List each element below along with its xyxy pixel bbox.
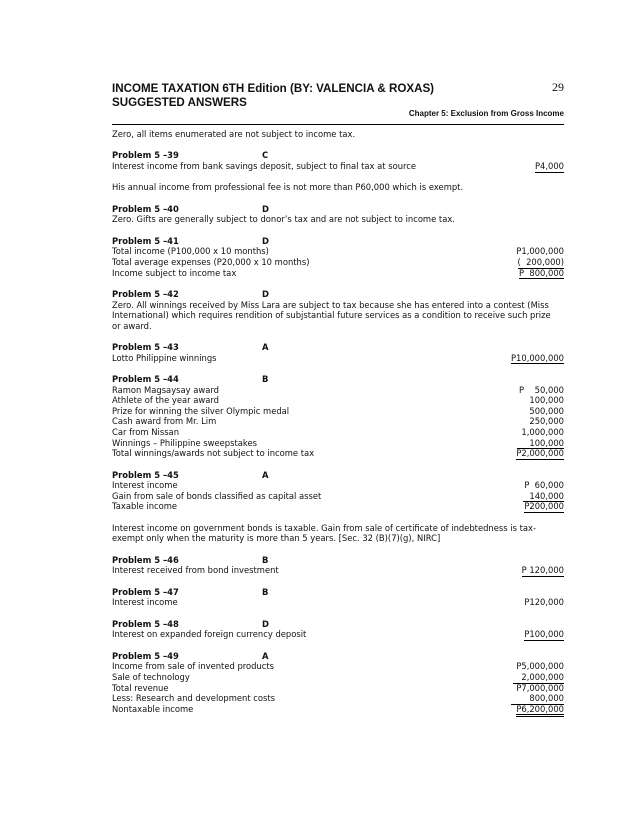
problem-heading [112, 204, 564, 215]
problem-label: Problem 5 –43 [112, 342, 179, 353]
row-amount: P 120,000 [521, 565, 564, 576]
solution-row [112, 161, 564, 172]
row-amount: 800,000 [511, 693, 564, 705]
explanation-text: His annual income from professional fee is not more than P60,000 which is exempt. [112, 182, 464, 193]
book-subtitle: SUGGESTED ANSWERS [112, 96, 247, 109]
row-amount: P 60,000 [524, 480, 564, 491]
row-amount: P5,000,000 [516, 661, 564, 672]
problem-label: Problem 5 –48 [112, 618, 179, 629]
row-label: Winnings – Philippine sweepstakes [112, 437, 257, 448]
row-amount: P200,000 [524, 501, 564, 512]
row-label: Interest income [112, 597, 178, 608]
problem-label: Problem 5 –41 [112, 235, 179, 246]
row-amount: 100,000 [529, 395, 564, 406]
problem-label: Problem 5 –42 [112, 288, 179, 299]
problem-heading [112, 150, 564, 161]
row-label: Interest on expanded foreign currency deposit [112, 629, 307, 640]
row-label: Total revenue [112, 682, 169, 693]
problem-heading [112, 289, 564, 300]
row-label: Interest received from bond investment [112, 565, 279, 576]
solution-row [112, 257, 564, 268]
row-label: Lotto Philippine winnings [112, 352, 217, 363]
row-amount: P 800,000 [518, 267, 564, 278]
row-label: Cash award from Mr. Lim [112, 416, 217, 427]
document-body [112, 129, 564, 714]
row-amount: ( 200,000) [517, 256, 564, 267]
solution-row [112, 480, 564, 491]
problem-heading [112, 236, 564, 247]
book-title: INCOME TAXATION 6TH Edition (BY: VALENCIA & ROXAS) [112, 82, 435, 95]
solution-row [112, 491, 564, 502]
problem-heading [112, 555, 564, 566]
row-amount: P2,000,000 [516, 448, 564, 459]
solution-row [112, 629, 564, 640]
problem-label: Problem 5 –40 [112, 203, 179, 214]
solution-row [112, 416, 564, 427]
row-label: Income from sale of invented products [112, 661, 275, 672]
problem-answer: D [262, 618, 269, 629]
page-number: 29 [552, 80, 564, 94]
header-title [112, 82, 564, 110]
row-label: Car from Nissan [112, 427, 179, 438]
problem-heading [112, 374, 564, 385]
solution-row [112, 353, 564, 364]
intro-text: Zero, all items enumerated are not subject to income tax. [112, 129, 356, 139]
row-amount: P1,000,000 [516, 246, 564, 257]
problem-answer: B [262, 586, 269, 597]
solution-row [112, 693, 564, 704]
problem-answer: D [262, 235, 269, 246]
solution-row [112, 448, 564, 459]
row-label: Interest income [112, 480, 178, 491]
problem-answer: D [262, 288, 269, 299]
row-amount: 250,000 [529, 416, 564, 427]
problem-heading [112, 587, 564, 598]
row-amount: 1,000,000 [521, 427, 564, 438]
solution-row [112, 661, 564, 672]
problem-label: Problem 5 –39 [112, 150, 179, 161]
row-amount: 100,000 [517, 438, 564, 450]
row-amount: P7,000,000 [516, 682, 564, 693]
row-amount: 500,000 [529, 405, 564, 416]
explanation-text: Zero. All winnings received by Miss Lara are subject to tax because she has entered into a contest (Miss International) which requires rendition of subjstantial future services as a condition to receive such prize or award. [112, 299, 551, 331]
row-amount: P10,000,000 [510, 352, 564, 363]
row-label: Interest income from bank savings deposit, subject to final tax at source [112, 160, 417, 171]
problem-heading [112, 619, 564, 630]
problem-answer: A [262, 469, 269, 480]
solution-row [112, 438, 564, 449]
row-amount: 140,000 [523, 491, 564, 503]
problem-label: Problem 5 –44 [112, 374, 179, 385]
row-label: Gain from sale of bonds classified as capital asset [112, 490, 322, 501]
solution-row [112, 565, 564, 576]
problem-heading [112, 651, 564, 662]
row-label: Total income (P100,000 x 10 months) [112, 246, 269, 257]
solution-row [112, 704, 564, 715]
solution-row [112, 683, 564, 694]
row-label: Total winnings/awards not subject to income tax [112, 448, 315, 459]
solution-row [112, 395, 564, 406]
row-amount: P4,000 [534, 160, 564, 171]
row-label: Sale of technology [112, 671, 190, 682]
row-label: Taxable income [112, 501, 178, 512]
solution-row [112, 406, 564, 417]
row-label: Less: Research and development costs [112, 693, 276, 704]
row-amount: 2,000,000 [513, 672, 564, 684]
problem-label: Problem 5 –47 [112, 586, 179, 597]
row-label: Athlete of the year award [112, 395, 219, 406]
solution-row [112, 672, 564, 683]
row-label: Total average expenses (P20,000 x 10 months) [112, 256, 310, 267]
problem-answer: A [262, 650, 269, 661]
row-amount: P120,000 [524, 597, 564, 608]
problem-answer: B [262, 374, 269, 385]
problem-label: Problem 5 –45 [112, 469, 179, 480]
problem-answer: D [262, 203, 269, 214]
chapter-heading: Chapter 5: Exclusion from Gross Income [408, 109, 564, 118]
problem-answer: B [262, 554, 269, 565]
row-label: Ramon Magsaysay award [112, 384, 219, 395]
explanation-text: Interest income on government bonds is taxable. Gain from sale of certificate of indebtedness is tax-exempt only when the maturity is more than 5 years. [Sec. 32 (B)(7)(g), NIRC] [112, 522, 537, 544]
explanation-text: Zero. Gifts are generally subject to donor’s tax and are not subject to income tax. [112, 214, 455, 225]
problem-heading [112, 470, 564, 481]
problem-answer: C [262, 150, 269, 161]
row-label: Nontaxable income [112, 703, 194, 714]
solution-row [112, 501, 564, 512]
row-label: Prize for winning the silver Olympic medal [112, 405, 290, 416]
solution-row [112, 385, 564, 396]
problem-label: Problem 5 –46 [112, 554, 179, 565]
row-amount: P6,200,000 [516, 704, 564, 718]
solution-row [112, 427, 564, 438]
problem-answer: A [262, 342, 269, 353]
header-divider [112, 124, 564, 125]
problem-label: Problem 5 –49 [112, 650, 179, 661]
solution-row [112, 246, 564, 257]
row-label: Income subject to income tax [112, 267, 237, 278]
row-amount: P 50,000 [518, 384, 564, 395]
row-amount: P100,000 [524, 629, 564, 640]
solution-row [112, 597, 564, 608]
problem-heading [112, 342, 564, 353]
solution-row [112, 268, 564, 279]
